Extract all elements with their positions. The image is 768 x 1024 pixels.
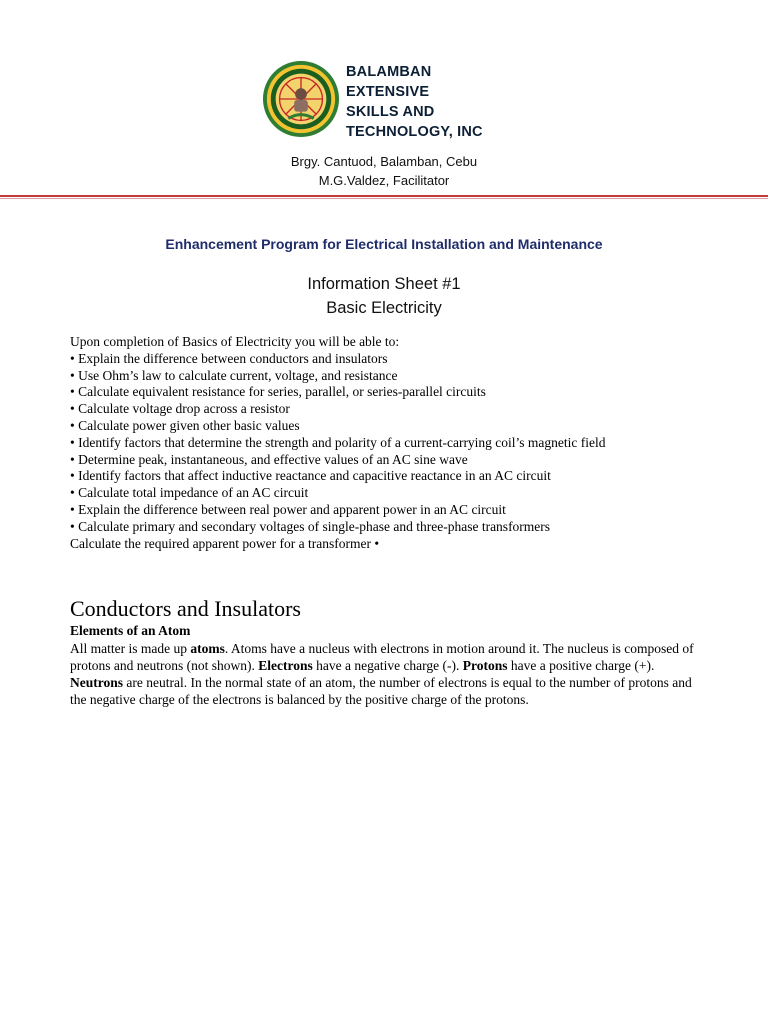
facilitator: M.G.Valdez, Facilitator (318, 173, 450, 188)
school-seal-icon (262, 60, 340, 138)
list-item: • Explain the difference between real power and apparent power in an AC circuit (70, 501, 506, 517)
list-item: • Identify factors that determine the strength and polarity of a current-carrying coil’s magnetic field (70, 434, 606, 450)
list-item: • Calculate power given other basic values (70, 417, 300, 433)
text-run: have a negative charge (-). (312, 658, 463, 673)
list-item: • Calculate voltage drop across a resistor (70, 401, 290, 417)
list-item: • Calculate equivalent resistance for series, parallel, or series-parallel circuits (70, 384, 486, 400)
org-name-line: TECHNOLOGY, INC (346, 124, 483, 140)
text-run: . Atoms have a nucleus with electrons in motion around it. The nucleus is composed of protons and neutrons (not shown). (70, 641, 694, 673)
term-atoms: atoms (190, 641, 225, 656)
objectives-intro: Upon completion of Basics of Electricity you will be able to: (70, 334, 400, 349)
section-title: Conductors and Insulators (70, 596, 301, 621)
document-header (0, 0, 768, 200)
list-item: • Explain the difference between conductors and insulators (70, 350, 388, 366)
org-name-line: EXTENSIVE (346, 84, 430, 100)
body-paragraph (70, 640, 700, 708)
section-subheading: Elements of an Atom (70, 623, 191, 638)
term-neutrons: Neutrons (70, 675, 124, 690)
text-run: have a positive charge (+). (507, 658, 655, 673)
address: Brgy. Cantuod, Balamban, Cebu (290, 154, 478, 169)
list-item: • Determine peak, instantaneous, and effective values of an AC sine wave (70, 451, 468, 467)
objectives-last: Calculate the required apparent power for a transformer • (70, 535, 380, 551)
term-electrons: Electrons (258, 658, 313, 673)
list-item: • Calculate total impedance of an AC circuit (70, 485, 309, 501)
program-title: Enhancement Program for Electrical Installation and Maintenance (165, 236, 603, 252)
header-divider (0, 195, 768, 203)
organization-name (346, 62, 483, 142)
sheet-subtitle: Basic Electricity (326, 299, 442, 317)
org-name-line: BALAMBAN (346, 64, 432, 80)
list-item: • Calculate primary and secondary voltages of single-phase and three-phase transformers (70, 518, 551, 534)
text-run: All matter is made up (70, 641, 191, 656)
term-protons: Protons (462, 658, 508, 673)
sheet-title: Information Sheet #1 (307, 275, 461, 293)
list-item: • Use Ohm’s law to calculate current, voltage, and resistance (70, 367, 398, 383)
list-item: • Identify factors that affect inductive reactance and capacitive reactance in an AC circuit (70, 468, 551, 484)
text-run: are neutral. In the normal state of an atom, the number of electrons is equal to the number of protons and the negative charge of the electrons is balanced by the positive charge of the protons. (70, 675, 692, 707)
address-block (0, 152, 768, 190)
sheet-heading (0, 272, 768, 320)
org-name-line: SKILLS AND (346, 104, 435, 120)
objectives-list (70, 334, 730, 552)
